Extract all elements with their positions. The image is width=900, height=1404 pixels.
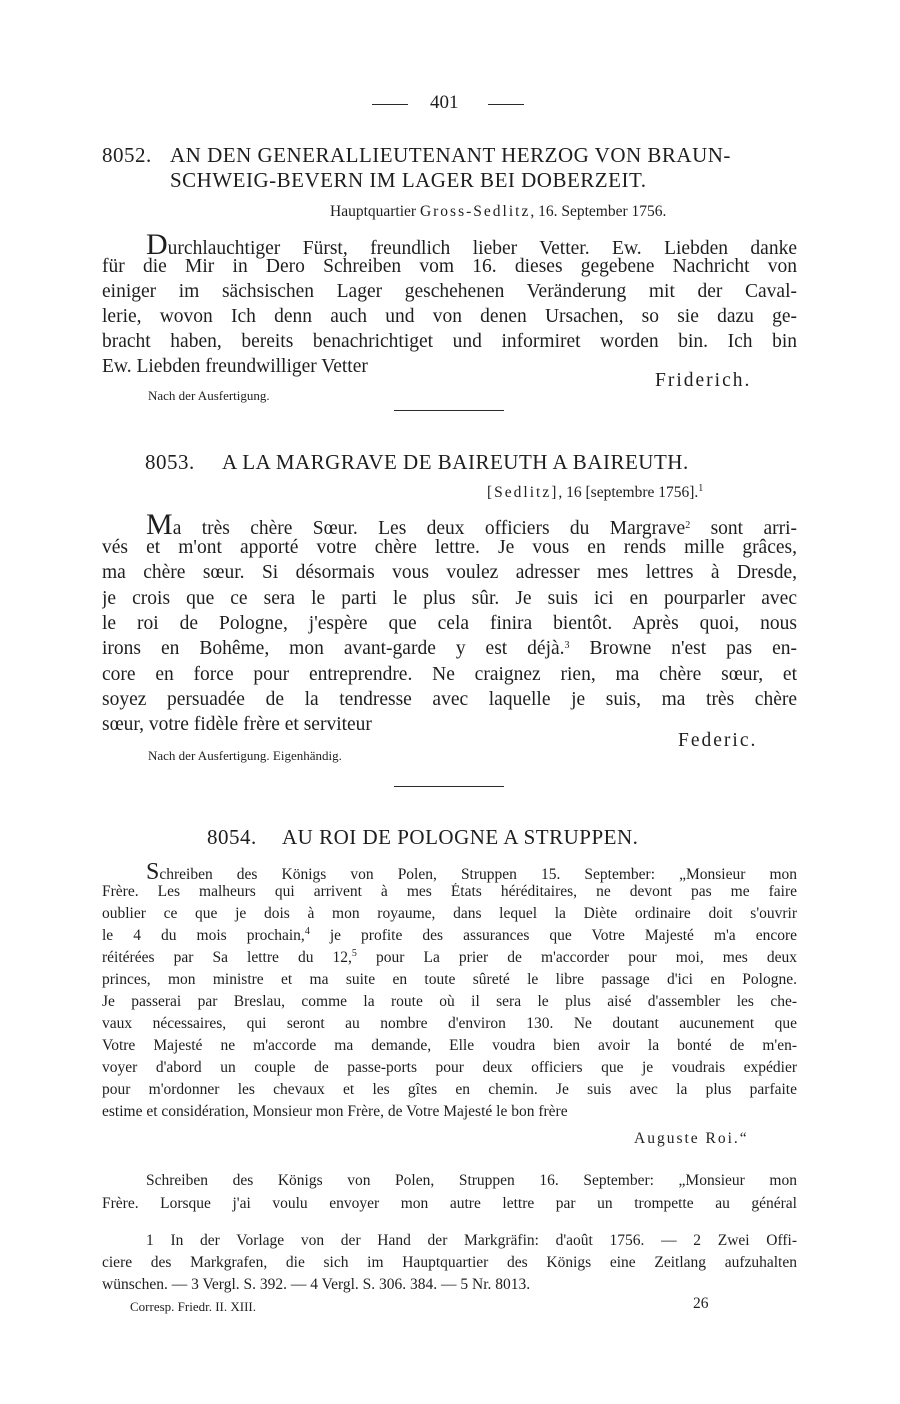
letter-8054-line-11: pour m'ordonner les chevaux et les gîtes en chemin. Je suis avec la plus parfaite bbox=[102, 1081, 797, 1098]
letter-8054-line-4: le 4 du mois prochain,$^4$ je profite des assurances que Votre Majesté m'a encore bbox=[102, 927, 797, 944]
drop-initial: M bbox=[146, 510, 173, 540]
letter-8054-line-6: princes, mon ministre et ma suite en toute sûreté le libre passage d'ici en Pologne. bbox=[102, 971, 797, 988]
footnote-marker-5: 5 bbox=[351, 949, 357, 959]
drop-initial: D bbox=[146, 230, 168, 260]
letter-8054-line-7: Je passerai par Breslau, comme la route où il sera le plus aisé d'assembler les che- bbox=[102, 993, 797, 1010]
letter-8053-line-9: sœur, votre fidèle frère et serviteur bbox=[102, 714, 372, 735]
letter-8054-number: 8054. bbox=[207, 825, 257, 849]
page-number-dash-left bbox=[372, 104, 408, 105]
letter-8054-line-9: Votre Majesté ne m'accorde ma demande, Elle voudra bien avoir la bonté de m'en- bbox=[102, 1037, 797, 1054]
letter-8052-line-5: bracht haben, bereits benachrichtiget und informiret worden bin. Ich bin bbox=[102, 331, 797, 352]
letter-8054-line-12: estime et considération, Monsieur mon Frère, de Votre Majesté le bon frère bbox=[102, 1103, 568, 1120]
letter-8053-line-8: soyez persuadée de la tendresse avec laquelle je suis, ma très chère bbox=[102, 689, 797, 710]
letter-8053-line-7: core en force pour entreprendre. Ne craignez rien, ma chère sœur, et bbox=[102, 664, 797, 685]
footnote-line-3: wünschen. — 3 Vergl. S. 392. — 4 Vergl. S. 306. 384. — 5 Nr. 8013. bbox=[102, 1276, 531, 1293]
letter-8053-signature: Federic. bbox=[678, 730, 758, 751]
separator-rule bbox=[394, 410, 504, 411]
letter-8053-line-2: vés et m'ont apporté votre chère lettre. Je vous en rends mille grâces, bbox=[102, 537, 797, 558]
letter-8052-line-3: einiger im sächsischen Lager geschehenen Veränderung mit der Caval- bbox=[102, 281, 797, 302]
letter-8052-line-6: Ew. Liebden freundwilliger Vetter bbox=[102, 356, 368, 377]
footnote-marker-2: 2 bbox=[685, 520, 691, 531]
letter-8052-line-2: für die Mir in Dero Schreiben vom 16. dieses gegebene Nachricht von bbox=[102, 256, 797, 277]
footnote-marker-3: 3 bbox=[564, 640, 570, 651]
letter-8054-line-2: Frère. Les malheurs qui arrivent à mes États héréditaires, ne devont pas me faire bbox=[102, 883, 797, 900]
separator-rule bbox=[394, 786, 504, 787]
footnote-line-2: ciere des Markgrafen, die sich im Hauptquartier des Königs eine Zeitlang aufzuhalten bbox=[102, 1254, 797, 1271]
drop-initial: S bbox=[146, 860, 160, 884]
letter-8052-heading-line1: AN DEN GENERALLIEUTENANT HERZOG VON BRAUN- bbox=[170, 143, 731, 167]
footer-signature: Corresp. Friedr. II. XIII. bbox=[130, 1299, 256, 1314]
letter-8053-line-1: Ma très chère Sœur. Les deux officiers du Margrave$^2$ sont arri- bbox=[146, 510, 797, 540]
letter-8054-line-1: Schreiben des Königs von Polen, Struppen 15. September: „Monsieur mon bbox=[146, 860, 797, 884]
letter-8053-line-5: le roi de Pologne, j'espère que cela finira bientôt. Après quoi, nous bbox=[102, 613, 797, 634]
letter-8054-para2-line-1: Schreiben des Königs von Polen, Struppen 16. September: „Monsieur mon bbox=[146, 1172, 797, 1189]
letter-8053-heading: A LA MARGRAVE DE BAIREUTH A BAIREUTH. bbox=[222, 450, 689, 474]
letter-8053-line-3: ma chère sœur. Si désormais vous voulez adresser mes lettres à Dresde, bbox=[102, 562, 797, 583]
letter-8053-number: 8053. bbox=[145, 450, 195, 474]
letter-8054-line-5: réitérées par Sa lettre du 12,$^5$ pour La prier de m'accorder pour moi, mes deux bbox=[102, 949, 797, 966]
letter-8052-signature: Friderich. bbox=[655, 370, 752, 391]
letter-8053-line-6: irons en Bohême, mon avant-garde y est déjà.$^3$ Browne n'est pas en- bbox=[102, 638, 797, 659]
letter-8054-heading: AU ROI DE POLOGNE A STRUPPEN. bbox=[282, 825, 639, 849]
letter-8054-line-10: voyer d'abord un couple de passe-ports pour deux officiers que je voudrais expédier bbox=[102, 1059, 797, 1076]
footer-sheet-number: 26 bbox=[693, 1295, 709, 1312]
letter-8052-dateline: Hauptquartier Gross-Sedlitz, 16. September 1756. bbox=[330, 203, 667, 220]
letter-8052-heading-line2: SCHWEIG-BEVERN IM LAGER BEI DOBERZEIT. bbox=[170, 168, 647, 192]
letter-8054-line-3: oublier ce que je dois à mon royaume, dans lequel la Diète ordinaire doit s'ouvrir bbox=[102, 905, 797, 922]
letter-8054-line-8: vaux nécessaires, qui seront au nombre d'environ 130. Ne doutant aucunement que bbox=[102, 1015, 797, 1032]
footnote-line-1: 1 In der Vorlage von der Hand der Markgräfin: d'août 1756. — 2 Zwei Offi- bbox=[146, 1232, 797, 1249]
page-number-dash-right bbox=[488, 104, 524, 105]
letter-8053-dateline: [Sedlitz], 16 [septembre 1756].$^1$ bbox=[487, 483, 704, 501]
letter-8052-line-4: lerie, wovon Ich denn auch und von denen Ursachen, so sie dazu ge- bbox=[102, 306, 797, 327]
page-number: 401 bbox=[430, 92, 459, 113]
letter-8052-number: 8052. bbox=[102, 143, 152, 167]
footnote-marker-1: 1 bbox=[698, 483, 704, 494]
letter-8054-signature: Auguste Roi.“ bbox=[634, 1130, 749, 1147]
footnote-marker-4: 4 bbox=[304, 927, 310, 937]
letter-8053-source: Nach der Ausfertigung. Eigenhändig. bbox=[148, 748, 342, 763]
letter-8052-line-1: Durchlauchtiger Fürst, freundlich lieber Vetter. Ew. Liebden danke bbox=[146, 230, 797, 260]
letter-8053-line-4: je crois que ce sera le parti le plus sûr. Je suis ici en pourparler avec bbox=[102, 588, 797, 609]
letter-8054-para2-line-2: Frère. Lorsque j'ai voulu envoyer mon autre lettre par un trompette au général bbox=[102, 1195, 797, 1212]
letter-8052-source: Nach der Ausfertigung. bbox=[148, 388, 270, 403]
